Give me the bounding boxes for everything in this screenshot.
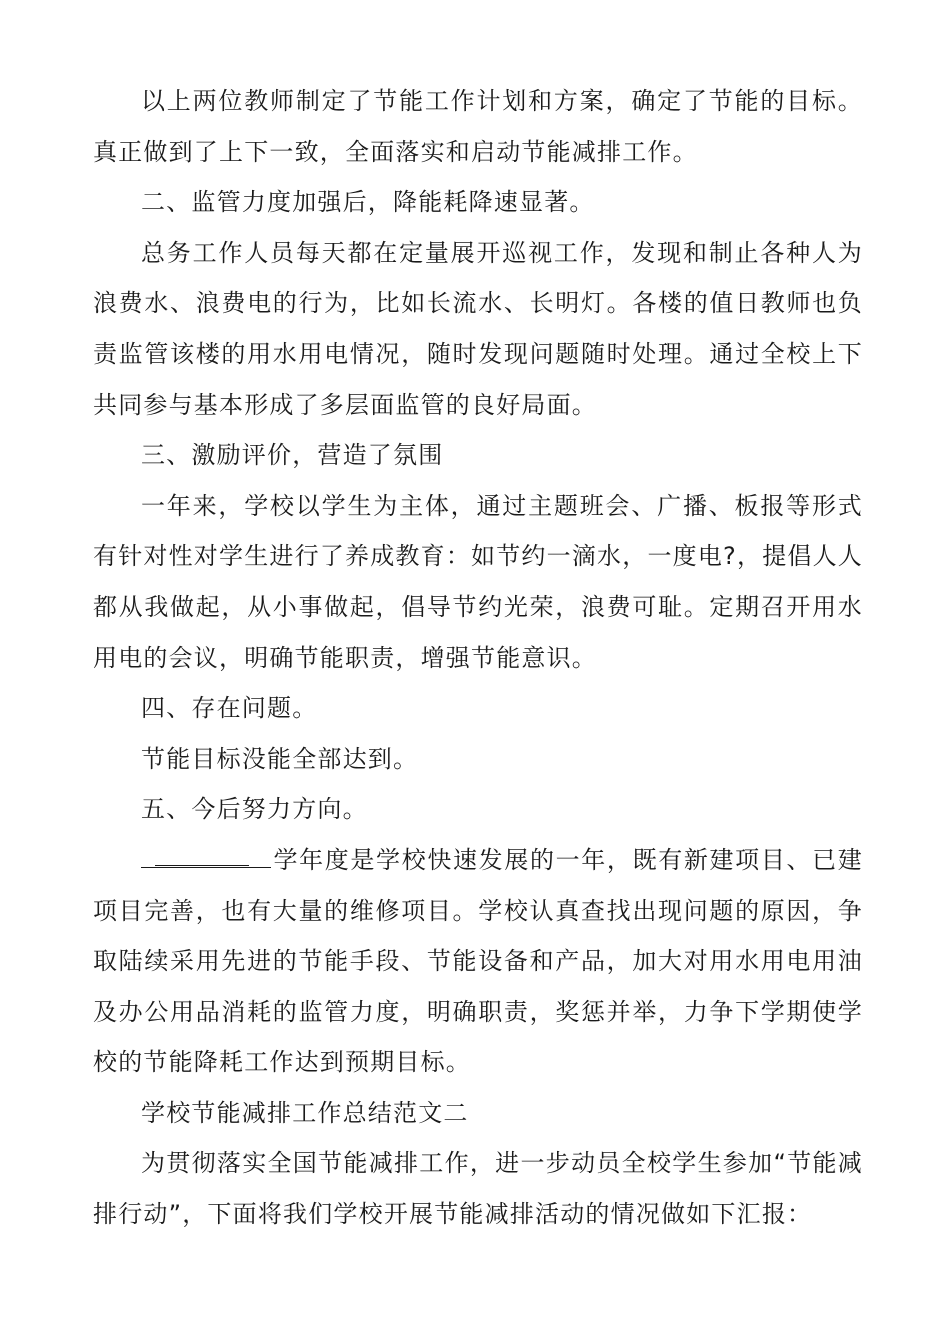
heading-incentive: 三、激励评价，营造了氛围 — [141, 441, 444, 470]
paragraph-report-intro: 为贯彻落实全国节能减排工作，进一步动员全校学生参加“节能减排行动”，下面将我们学校开展节能减排活动的情况做如下汇报： — [93, 1149, 863, 1229]
paragraph-inspection: 总务工作人员每天都在定量展开巡视工作，发现和制止各种人为浪费水、浪费电的行为，比如长流水、长明灯。各楼的值日教师也负责监管该楼的用水用电情况，随时发现问题随时处理。通过全校上下共同参与基本形成了多层面监管的良好局面。 — [93, 238, 863, 419]
year-blank-line — [141, 853, 271, 868]
paragraph-future-plan-text: 学年度是学校快速发展的一年，既有新建项目、已建项目完善，也有大量的维修项目。学校认真查找出现问题的原因，争取陆续采用先进的节能手段、节能设备和产品，加大对用水用电用油及办公用品消耗的监管力度，明确职责，奖惩并举，力争下学期使学校的节能降耗工作达到预期目标。 — [93, 845, 863, 1077]
paragraph-education: 一年来，学校以学生为主体，通过主题班会、广播、板报等形式有针对性对学生进行了养成教育：如节约一滴水，一度电?，提倡人人都从我做起，从小事做起，倡导节约光荣，浪费可耻。定期召开用水用电的会议，明确节能职责，增强节能意识。 — [93, 491, 863, 672]
document-page — [93, 76, 863, 1240]
paragraph-plan-summary: 以上两位教师制定了节能工作计划和方案，确定了节能的目标。真正做到了上下一致，全面落实和启动节能减排工作。 — [93, 87, 863, 166]
heading-future: 五、今后努力方向。 — [141, 795, 368, 824]
section-title: 学校节能减排工作总结范文二 — [141, 1098, 469, 1127]
heading-supervision: 二、监管力度加强后，降能耗降速显著。 — [141, 188, 595, 217]
paragraph-future-plan — [93, 835, 863, 1088]
paragraph-problems: 节能目标没能全部达到。 — [141, 744, 419, 773]
heading-problems: 四、存在问题。 — [141, 694, 318, 723]
